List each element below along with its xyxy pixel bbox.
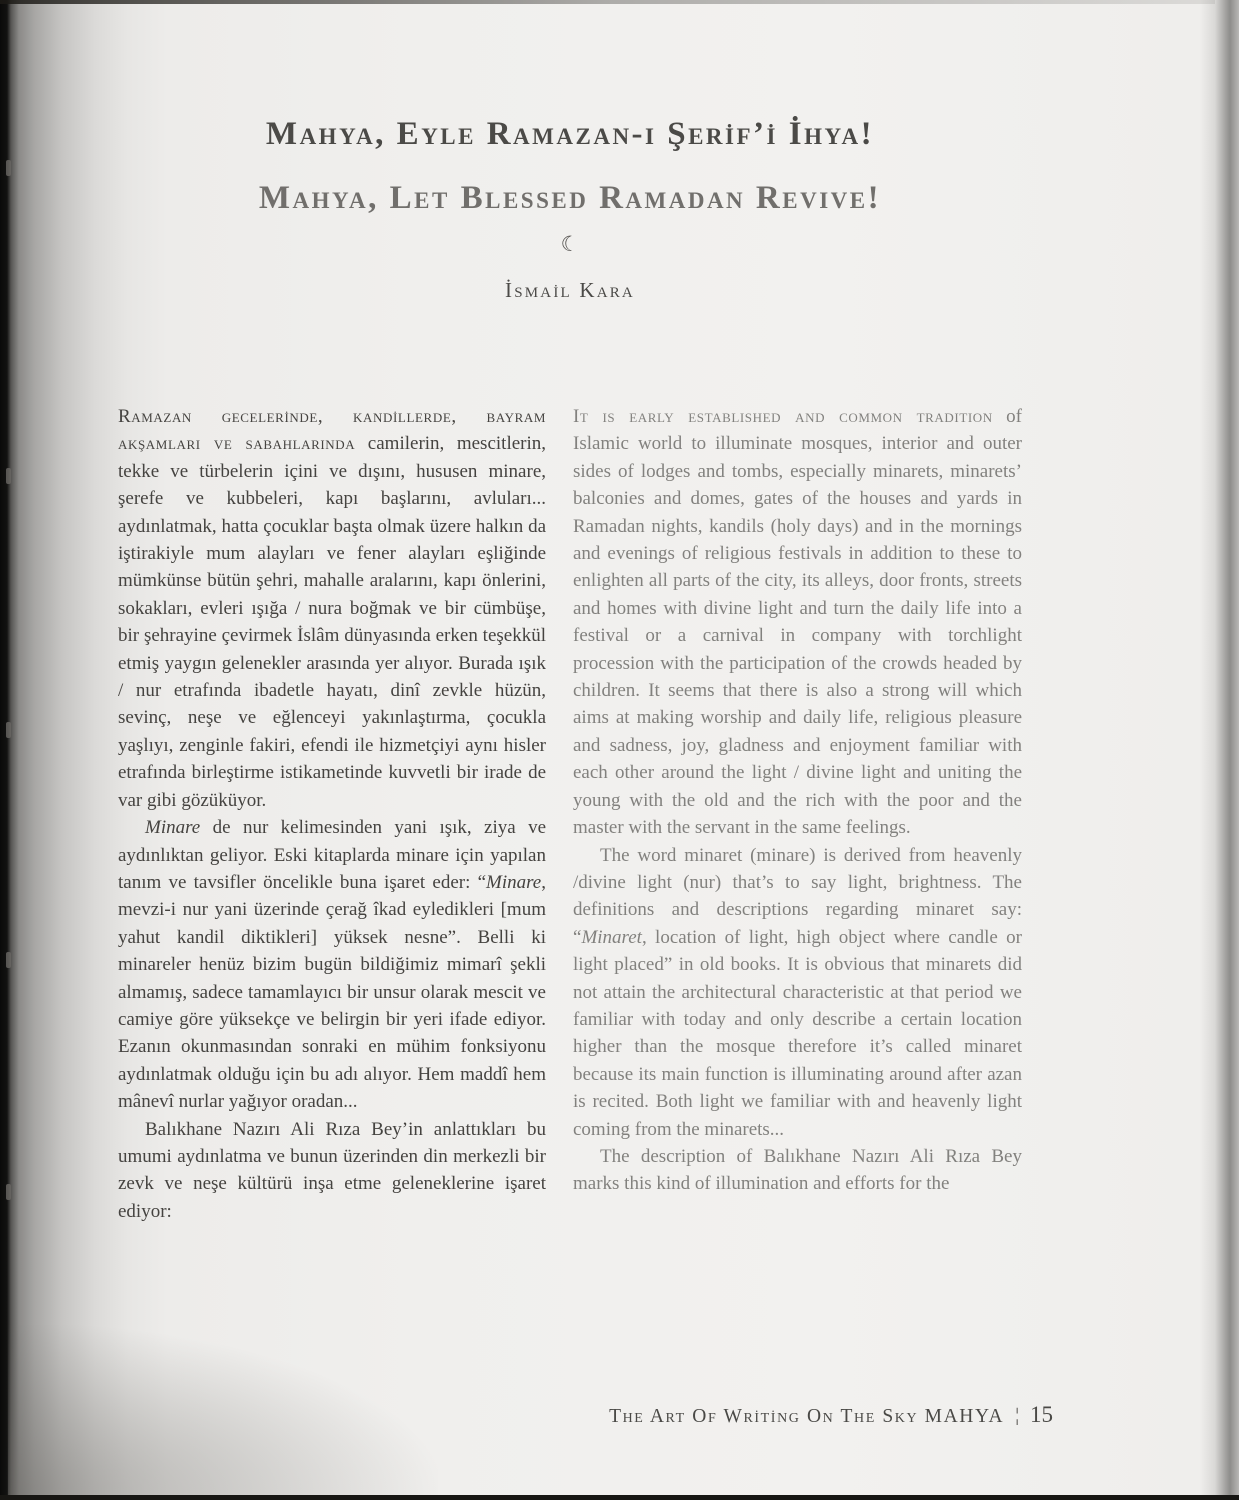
author-name: İsmail Kara (505, 278, 635, 302)
two-column-body (118, 403, 1022, 1225)
paragraph (118, 1116, 546, 1226)
paragraph-text: , mevzi-i nur yani üzerinde çerağ îkad eyledikleri [mum yahut kandil diktikleri] yüksek nesne”. Belli ki minareler henüz bizim bugün bildiğimiz mimarî şekli almamış, sadece tamamlayıcı bir unsur olarak mescit ve camiye göre yüksekçe ve belirgin bir yeri ifade ediyor. Ezanın okunmasından sonraki en mühim fonksiyonu aydınlatmak olduğu için bu adı alıyor. Hem maddî hem mânevî nurlar yağıyor oradan... (118, 871, 546, 1113)
column-right (573, 403, 1022, 1225)
paragraph-text: de nur kelimesinden yani ışık, ziya ve aydınlıktan geliyor. Eski kitaplarda minare için yapılan tanım ve tavsifler öncelikle buna işaret eder: “ (118, 817, 546, 893)
page-content (118, 0, 1022, 1225)
title-turkish: Mahya, Eyle Ramazan-ı Şerif’i İhya! (265, 116, 875, 152)
binding-stitch-mark (6, 160, 11, 176)
paragraph (573, 842, 1022, 1143)
paragraph-text: , location of light, high object where candle or light placed” in old books. It is obvious that minarets did not attain the architectural characteristic at that period we familiar with today and only describe a certain location higher than the mosque therefore it’s called minaret because its main function is illuminating around after azan is recited. Both light we familiar with and heavenly light coming from the minarets... (573, 926, 1022, 1140)
paragraph-text: of Islamic world to illuminate mosques, interior and outer sides of lodges and tombs, especially minarets, minarets’ balconies and domes, gates of the houses and yards in Ramadan nights, kandils (holy days) and in the mornings and evenings of religious festivals in addition to these to enlighten all parts of the city, its alleys, door fronts, streets and homes with divine light and turn the daily life into a festival or a carnival in company with torchlight procession with the participation of the crowds headed by children. It seems that there is also a strong will which aims at making worship and daily life, religious pleasure and sadness, joy, gladness and enjoyment familiar with each other around the light / divine light and uniting the young with the old and the rich with the poor and the master with the servant in the same feelings. (573, 406, 1023, 839)
footer-separator: ¦ (1015, 1405, 1019, 1426)
paragraph (573, 1143, 1022, 1198)
column-left (118, 403, 546, 1225)
paragraph-text: Minare (145, 817, 201, 839)
scan-bottom-edge (0, 1495, 1239, 1500)
page-number: 15 (1030, 1402, 1053, 1427)
title-english: Mahya, Let Blessed Ramadan Revive! (258, 180, 882, 216)
page-corner-shadow (8, 1325, 438, 1495)
binding-stitch-mark (6, 952, 11, 968)
paragraph (573, 403, 1022, 842)
crescent-moon-icon: ☾ (560, 232, 580, 256)
paragraph-text: Minare (486, 871, 542, 893)
paragraph-text: Minaret (581, 926, 642, 948)
running-title: The Art Of Writing On The Sky MAHYA (609, 1406, 1005, 1427)
paragraph (118, 814, 546, 1115)
paragraph-lead-smallcaps: Ramazan gecelerinde, kandillerde, bayram akşamları ve sabahlarında (118, 406, 546, 455)
paragraph-text: The word minaret (minare) is derived from heavenly /divine light (nur) that’s to say light, brightness. The definitions and descriptions regarding minaret say: “ (573, 844, 1022, 948)
paragraph-text: Balıkhane Nazırı Ali Rıza Bey’in anlattıkları bu umumi aydınlatma ve bunun üzerinden din merkezli bir zevk ve neşe kültürü inşa etme geleneklerine işaret ediyor: (118, 1118, 546, 1222)
paragraph-text: The description of Balıkhane Nazırı Ali Rıza Bey marks this kind of illumination and efforts for the (573, 1145, 1022, 1195)
binding-stitch-mark (6, 722, 11, 738)
binding-stitch-mark (6, 1184, 11, 1200)
paragraph-lead-smallcaps: It is early established and common tradition (573, 406, 993, 427)
paragraph-text: camilerin, mescitlerin, tekke ve türbelerin içini ve dışını, hususen minare, şerefe ve kubbeleri, kapı başlarını, avluları... aydınlatmak, hatta çocuklar başta olmak üzere halkın da iştirakiyle mum alayları ve fener alayları eşliğinde mümkünse bütün şehri, mahalle aralarını, kapı önlerini, sokakları, evleri ışığa / nura boğmak ve bir cümbüşe, bir şehrayine çevirmek İslâm dünyasında erken teşekkül etmiş yaygın gelenekler arasında yer alıyor. Burada ışık / nur etrafında ibadetle hayatı, dinî zevkle hüzün, sevinç, neşe ve eğlenceyi yakınlaştırma, çocukla yaşlıyı, zenginle fakiri, efendi ile hizmetçiyi aynı hisler etrafında birleştirme istikametinde kuvvetli bir irade de var gibi gözüküyor. (118, 433, 547, 811)
page-footer (609, 1402, 1053, 1428)
binding-stitch-mark (6, 468, 11, 484)
paragraph (118, 403, 546, 814)
